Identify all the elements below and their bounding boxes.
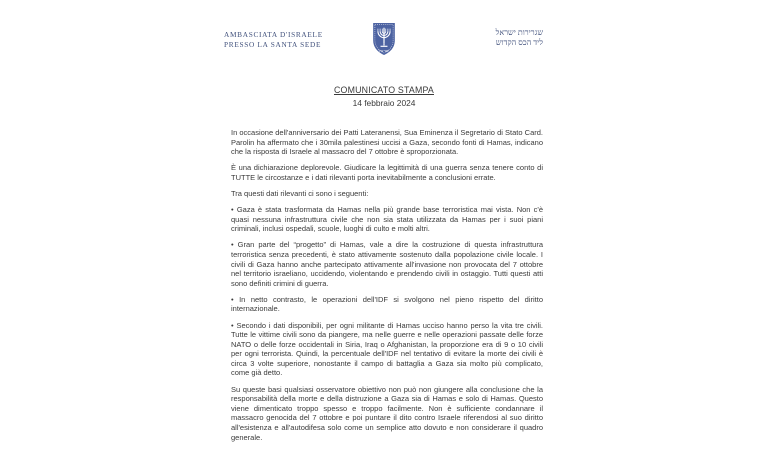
body-bullet-item: • In netto contrasto, le operazioni dell'IDF si svolgono nel pieno rispetto del diritto internazionale. xyxy=(231,294,543,314)
body-paragraph: In occasione dell'anniversario dei Patti Lateranensi, Sua Eminenza il Segretario di Stato Card. Parolin ha affermato che i 30mila palestinesi uccisi a Gaza, secondo fonti di Hamas, indicano che la risposta di Israele al massacro del 7 ottobre è sproporzionata. xyxy=(231,128,543,157)
body-paragraph: Su queste basi qualsiasi osservatore obiettivo non può non giungere alla conclusione che la responsabilità della morte e della distruzione a Gaza sia di Hamas e solo di Hamas. Questo viene dimenticato troppo spesso e troppo facilmente. Non è sufficiente condannare il massacro genocida del 7 ottobre e poi puntare il dito contro Israele riferendosi al suo diritto all'esistenza e all'autodifesa solo come un semplice atto dovuto e non considerare il quadro generale. xyxy=(231,384,543,442)
body-paragraph: È una dichiarazione deplorevole. Giudicare la legittimità di una guerra senza tenere conto di TUTTE le circostanze e i dati rilevanti porta inevitabilmente a conclusioni errate. xyxy=(231,163,543,182)
letterhead-italian-line2: PRESSO LA SANTA SEDE xyxy=(224,39,322,49)
emblem-of-israel-icon xyxy=(371,22,397,56)
letterhead-italian-line1: AMBASCIATA D'ISRAELE xyxy=(224,30,323,39)
letterhead-hebrew-line2: ליד הכס הקדוש xyxy=(495,38,543,47)
letterhead-hebrew xyxy=(496,28,543,48)
letterhead-italian xyxy=(224,30,323,49)
document-date: 14 febbraio 2024 xyxy=(352,97,416,108)
emblem-hebrew-label: ישראל xyxy=(378,47,390,53)
letterhead-hebrew-line1: שגרירות ישראל xyxy=(495,28,543,37)
document-body xyxy=(231,128,543,449)
title-block xyxy=(0,85,768,108)
document-title: COMUNICATO STAMPA xyxy=(333,85,434,95)
body-bullet-item: • Secondo i dati disponibili, per ogni militante di Hamas ucciso hanno perso la vita tre civili. Tutte le vittime civili sono da piangere, ma nelle guerre e nelle operazioni passate delle forze NATO o delle forze occidentali in Siria, Iraq o Afghanistan, la proporzione era di 9 o 10 civili per ogni terrorista. Quindi, la percentuale dell'IDF nel tentativo di evitare la morte dei civili è circa 3 volte superiore, nonostante il campo di battaglia a Gaza sia molto più complicato, come già detto. xyxy=(231,320,543,378)
body-bullet-item: • Gaza è stata trasformata da Hamas nella più grande base terroristica mai vista. Non c'è quasi nessuna infrastruttura civile che non sia stata utilizzata da Hamas per i suoi piani criminali, inclusi ospedali, scuole, luoghi di culto e molti altri. xyxy=(231,205,543,234)
body-paragraph: Tra questi dati rilevanti ci sono i seguenti: xyxy=(231,188,369,198)
body-bullet-item: • Gran parte del “progetto” di Hamas, vale a dire la costruzione di questa infrastruttura terroristica senza precedenti, è stato attivamente sostenuto dalla popolazione civile locale. I civili di Gaza hanno anche partecipato attivamente all'invasione non provocata del 7 ottobre nel territorio israeliano, uccidendo, violentando e prendendo civili in ostaggio. Tutti questi atti sono definiti crimini di guerra. xyxy=(231,240,543,288)
